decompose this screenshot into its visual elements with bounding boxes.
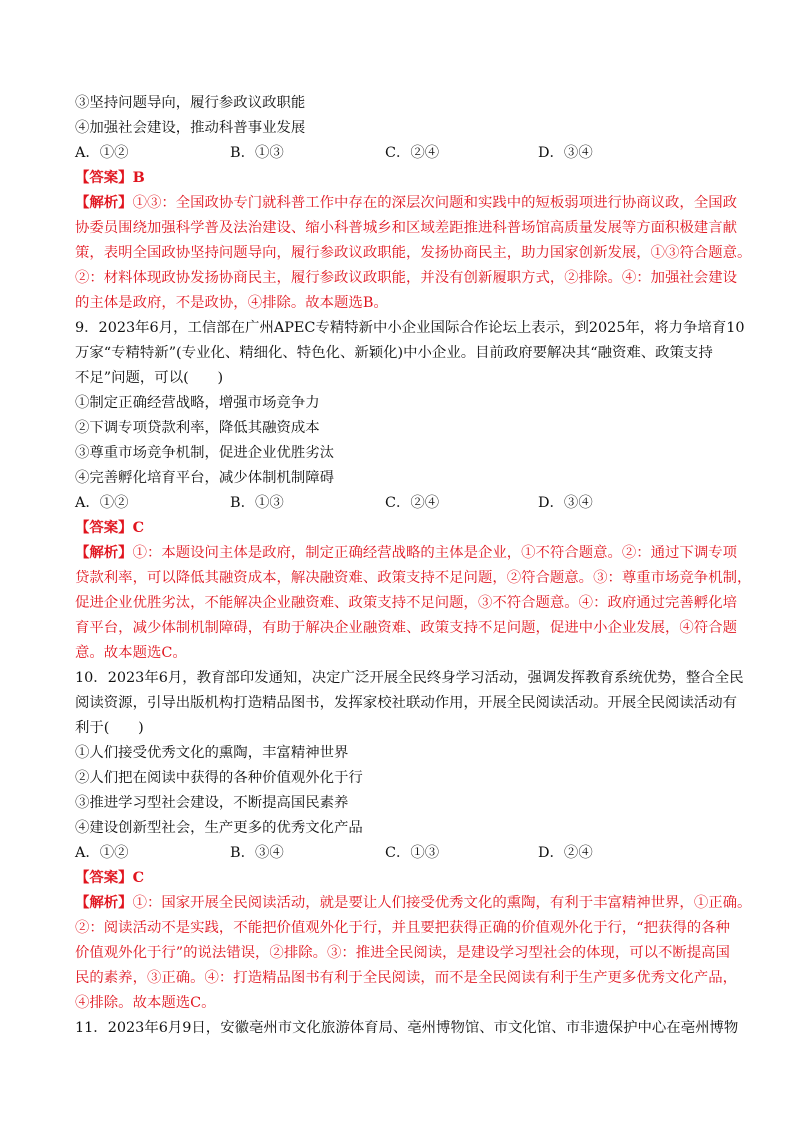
q8-analysis-line: 的主体是政府，不是政协，④排除。故本题选B。: [75, 295, 388, 311]
q10-stem-line: 10．2023年6月，教育部印发通知，决定广泛开展全民终身学习活动，强调发挥教育系统优势，整合全民: [75, 670, 744, 686]
q10-option-c: C．①③: [385, 845, 440, 861]
q10-analysis-line: ②：阅读活动不是实践，不能把价值观外化于行，并且要把获得正确的价值观外化于行，“把获得的各种: [75, 920, 730, 936]
q10-statement-2: ②人们把在阅读中获得的各种价值观外化于行: [75, 770, 363, 786]
q9-option-d: D．③④: [538, 495, 593, 511]
q10-analysis-line: ④排除。故本题选C。: [75, 995, 216, 1011]
analysis-tag: 【解析】: [75, 894, 133, 911]
q8-option-b: B．①③: [230, 145, 284, 161]
q10-stem-line: 阅读资源，引导出版机构打造精品图书，发挥家校社联动作用，开展全民阅读活动。开展全民阅读活动有: [75, 695, 737, 711]
q8-statement-4: ④加强社会建设，推动科普事业发展: [75, 120, 306, 136]
q9-option-b: B．①③: [230, 495, 284, 511]
q9-statement-1: ①制定正确经营战略，增强市场竞争力: [75, 395, 320, 411]
analysis-text: ①：本题设问主体是政府，制定正确经营战略的主体是企业，①不符合题意。②：通过下调专项: [132, 545, 737, 561]
q9-statement-2: ②下调专项贷款利率，降低其融资成本: [75, 420, 320, 436]
answer-value: C: [132, 519, 145, 536]
answer-tag: 【答案】: [75, 869, 133, 886]
q10-answer: [75, 868, 144, 888]
q9-stem-line: 万家“专精特新”(专业化、精细化、特色化、新颖化)中小企业。目前政府要解决其“融资难、政策支持: [75, 345, 713, 361]
q8-analysis-line: [75, 193, 737, 213]
answer-tag: 【答案】: [75, 169, 133, 186]
q8-statement-3: ③坚持问题导向，履行参政议政职能: [75, 95, 306, 111]
q10-option-b: B．③④: [230, 845, 284, 861]
q8-option-c: C．②④: [385, 145, 440, 161]
q9-analysis-line: 意。故本题选C。: [75, 645, 187, 661]
q8-option-d: D．③④: [538, 145, 593, 161]
q10-stem-line: 利于( ): [75, 720, 144, 736]
q8-option-a: A．①②: [75, 145, 129, 161]
q8-analysis-line: ②：材料体现政协发扬协商民主，履行参政议政职能，并没有创新履职方式，②排除。④：加强社会建设: [75, 270, 737, 286]
q10-statement-1: ①人们接受优秀文化的熏陶，丰富精神世界: [75, 745, 349, 761]
analysis-tag: 【解析】: [75, 194, 133, 211]
q10-analysis-line: 价值观外化于行”的说法错误，②排除。③：推进全民阅读，是建设学习型社会的体现，可以不断提高国: [75, 945, 730, 961]
q9-answer: [75, 518, 144, 538]
q9-stem-line: 9．2023年6月，工信部在广州APEC专精特新中小企业国际合作论坛上表示，到2025年，将力争培育10: [75, 320, 745, 336]
answer-value: B: [132, 169, 145, 186]
q11-stem-line: 11．2023年6月9日，安徽亳州市文化旅游体育局、亳州博物馆、市文化馆、市非遗保护中心在亳州博物: [75, 1020, 739, 1036]
analysis-text: ①：国家开展全民阅读活动，就是要让人们接受优秀文化的熏陶，有利于丰富精神世界，①正确。: [132, 895, 752, 911]
analysis-tag: 【解析】: [75, 544, 133, 561]
q9-analysis-line: 育平台，减少体制机制障碍，有助于解决企业融资难、政策支持不足问题，促进中小企业发展，④符合题: [75, 620, 737, 636]
q9-analysis-line: 促进企业优胜劣汰，不能解决企业融资难、政策支持不足问题，③不符合题意。④：政府通过完善孵化培: [75, 595, 737, 611]
q10-statement-3: ③推进学习型社会建设，不断提高国民素养: [75, 795, 349, 811]
q9-option-c: C．②④: [385, 495, 440, 511]
q10-option-a: A．①②: [75, 845, 129, 861]
q9-statement-4: ④完善孵化培育平台，减少体制机制障碍: [75, 470, 335, 486]
q10-option-d: D．②④: [538, 845, 593, 861]
q9-option-a: A．①②: [75, 495, 129, 511]
q10-analysis-line: [75, 893, 751, 913]
analysis-text: ①③：全国政协专门就科普工作中存在的深层次问题和实践中的短板弱项进行协商议政，全国政: [132, 195, 737, 211]
q8-analysis-line: 协委员围绕加强科学普及法治建设、缩小科普城乡和区域差距推进科普场馆高质量发展等方面积极建言献: [75, 220, 737, 236]
answer-value: C: [132, 869, 145, 886]
q8-answer: [75, 168, 145, 188]
q8-analysis-line: 策，表明全国政协坚持问题导向，履行参政议政职能，发扬协商民主，助力国家创新发展，①③符合题意。: [75, 245, 752, 261]
q10-analysis-line: 民的素养，③正确。④：打造精品图书有利于全民阅读，而不是全民阅读有利于生产更多优秀文化产品，: [75, 970, 737, 986]
q9-statement-3: ③尊重市场竞争机制，促进企业优胜劣汰: [75, 445, 335, 461]
q10-statement-4: ④建设创新型社会，生产更多的优秀文化产品: [75, 820, 363, 836]
q9-analysis-line: [75, 543, 737, 563]
q9-stem-line: 不足”问题，可以( ): [75, 370, 224, 386]
answer-tag: 【答案】: [75, 519, 133, 536]
q9-analysis-line: 贷款利率，可以降低其融资成本，解决融资难、政策支持不足问题，②符合题意。③：尊重市场竞争机制，: [75, 570, 752, 586]
